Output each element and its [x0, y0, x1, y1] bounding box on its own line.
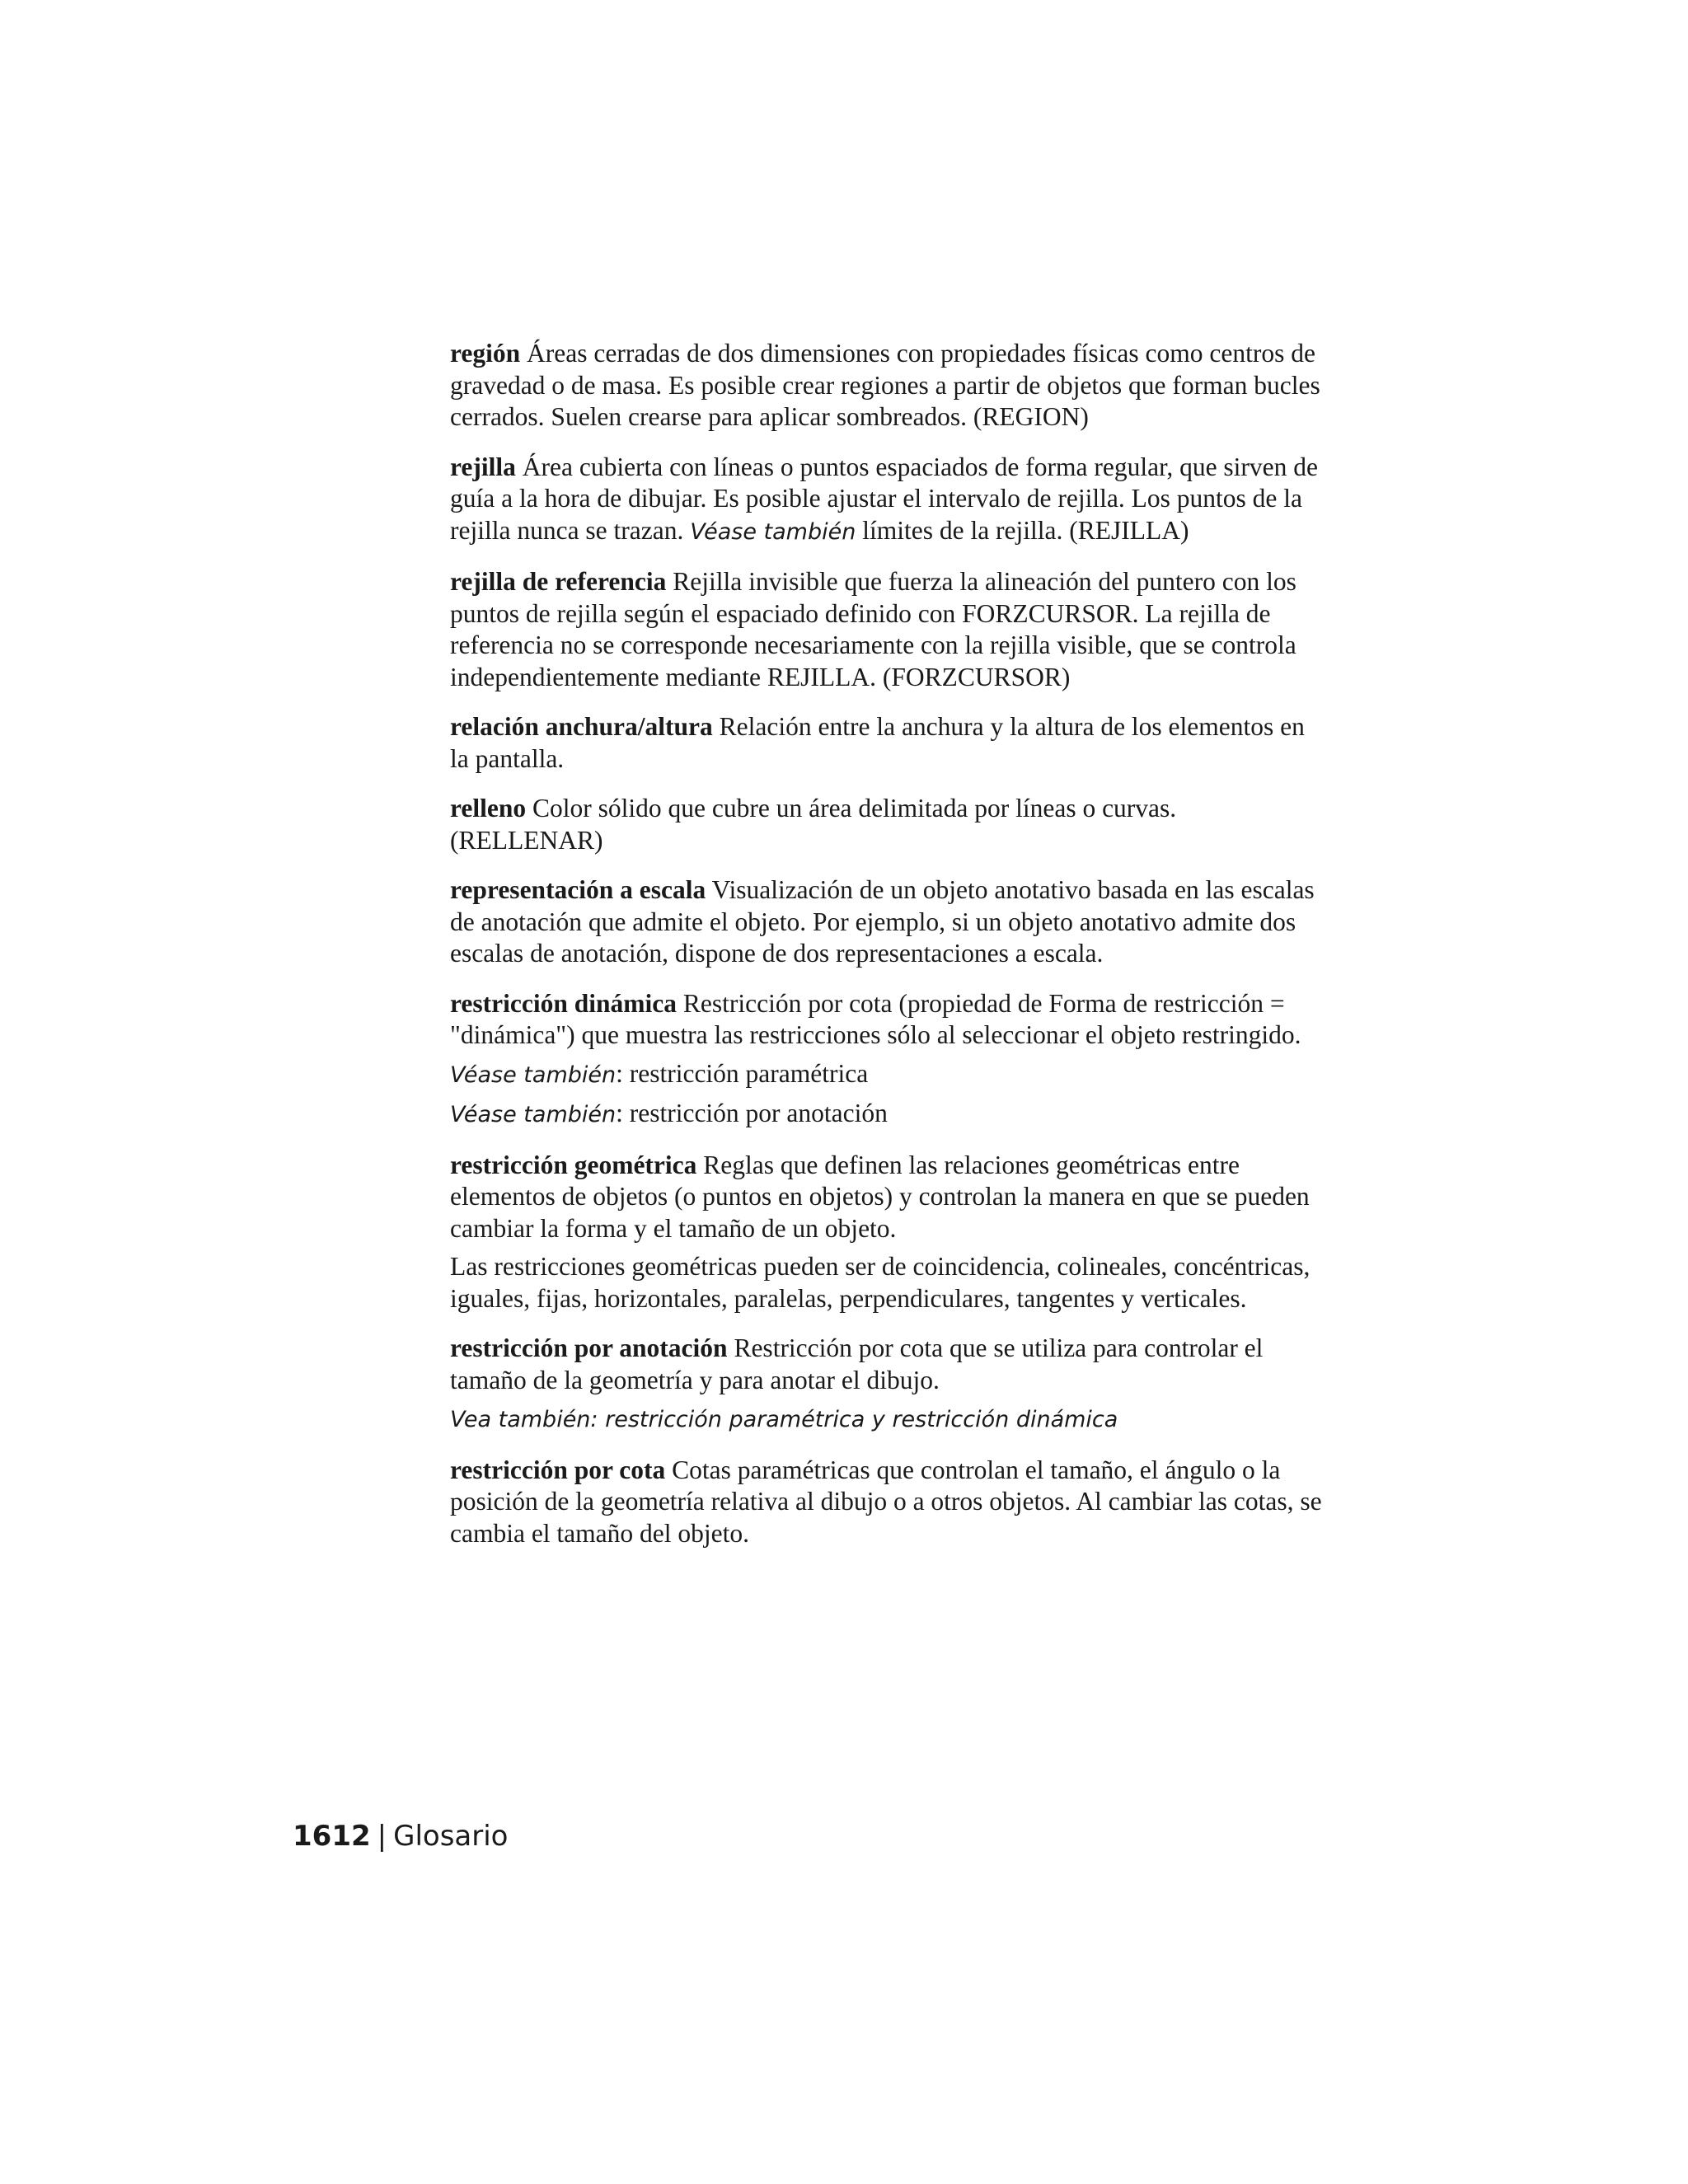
- entry-definition: Restricción por cota que se utiliza para controlar el tamaño de la geometría y para anotar el dibujo.: [450, 1333, 1264, 1394]
- entry-definition: Área cubierta con líneas o puntos espaciados de forma regular, que sirven de guía a la hora de dibujar. Es posible ajustar el intervalo de rejilla. Los puntos de la rejilla nunca se trazan.: [450, 452, 1319, 545]
- entry-term: rejilla de referencia: [450, 567, 667, 596]
- entry-paragraph: [450, 452, 1324, 549]
- entry-term: restricción geométrica: [450, 1150, 697, 1179]
- entry-definition: Áreas cerradas de dos dimensiones con propiedades físicas como centros de gravedad o de masa. Es posible crear regiones a partir de objetos que forman bucles cerrados. Suelen crearse para aplicar sombreados. (REGION): [450, 339, 1320, 431]
- entry-term: rejilla: [450, 452, 516, 481]
- entry-term: restricción por cota: [450, 1455, 666, 1484]
- see-also-line: [450, 1098, 1324, 1132]
- entry-paragraph: [450, 338, 1324, 434]
- entry-paragraph: [450, 793, 1324, 856]
- entry-paragraph: [450, 988, 1324, 1052]
- glossary-entry: [450, 452, 1324, 549]
- entry-paragraph: [450, 1150, 1324, 1245]
- entry-term: restricción dinámica: [450, 988, 677, 1018]
- see-also-label: Véase también: [450, 1062, 617, 1088]
- glossary-entry: [450, 711, 1324, 775]
- glossary-entry: [450, 988, 1324, 1132]
- glossary-entry: [450, 1455, 1324, 1550]
- entry-paragraph: [450, 1455, 1324, 1550]
- see-also-note: [450, 1403, 1324, 1436]
- glossary-entry: [450, 793, 1324, 856]
- glossary-content: [450, 338, 1324, 1568]
- see-also-line: [450, 1058, 1324, 1092]
- see-also-text: límites de la rejilla. (REJILLA): [862, 515, 1189, 545]
- glossary-entry: [450, 338, 1324, 434]
- entry-term: restricción por anotación: [450, 1333, 728, 1362]
- entry-paragraph: [450, 566, 1324, 693]
- entry-definition: Color sólido que cubre un área delimitada por líneas o curvas. (RELLENAR): [450, 794, 1177, 855]
- see-also-note-text: Vea también: restricción paramétrica y restricción dinámica: [450, 1407, 1118, 1432]
- entry-definition: Rejilla invisible que fuerza la alineación del puntero con los puntos de rejilla según el espaciado definido con FORZCURSOR. La rejilla de referencia no se corresponde necesariamente con la rejilla visible, que se controla independientemente mediante REJILLA. (FORZCURSOR): [450, 567, 1296, 691]
- entry-paragraph: [450, 874, 1324, 970]
- entry-definition: Cotas paramétricas que controlan el tamaño, el ángulo o la posición de la geometría relativa al dibujo o a otros objetos. Al cambiar las cotas, se cambia el tamaño del objeto.: [450, 1455, 1322, 1548]
- entry-term: región: [450, 339, 521, 368]
- entry-definition: Reglas que definen las relaciones geométricas entre elementos de objetos (o puntos en objetos) y controlan la manera en que se pueden cambiar la forma y el tamaño de un objeto.: [450, 1150, 1310, 1243]
- page-footer: [293, 1820, 508, 1853]
- glossary-entry: [450, 1333, 1324, 1436]
- entry-definition: Relación entre la anchura y la altura de los elementos en la pantalla.: [450, 712, 1305, 773]
- footer-separator: |: [377, 1820, 387, 1853]
- entry-term: representación a escala: [450, 875, 706, 904]
- entry-definition: Restricción por cota (propiedad de Forma de restricción = "dinámica") que muestra las restricciones sólo al seleccionar el objeto restringido.: [450, 988, 1301, 1049]
- entry-definition: Visualización de un objeto anotativo basada en las escalas de anotación que admite el objeto. Por ejemplo, si un objeto anotativo admite dos escalas de anotación, dispone de dos representaciones a escala.: [450, 875, 1315, 968]
- see-also-label: Véase también: [690, 518, 856, 545]
- entry-term: relleno: [450, 794, 527, 823]
- section-title: Glosario: [393, 1820, 509, 1853]
- glossary-entry: [450, 566, 1324, 693]
- see-also-label: Véase también: [450, 1102, 617, 1127]
- glossary-entry: [450, 1150, 1324, 1315]
- glossary-entry: [450, 874, 1324, 970]
- see-also-text: : restricción por anotación: [616, 1099, 888, 1127]
- entry-term: relación anchura/altura: [450, 712, 713, 741]
- page-number: 1612: [293, 1820, 371, 1853]
- entry-paragraph: [450, 1333, 1324, 1396]
- entry-paragraph: [450, 711, 1324, 775]
- entry-extra-paragraph: Las restricciones geométricas pueden ser de coincidencia, colineales, concéntricas, iguales, fijas, horizontales, paralelas, perpendiculares, tangentes y verticales.: [450, 1252, 1311, 1313]
- see-also-text: : restricción paramétrica: [616, 1058, 869, 1088]
